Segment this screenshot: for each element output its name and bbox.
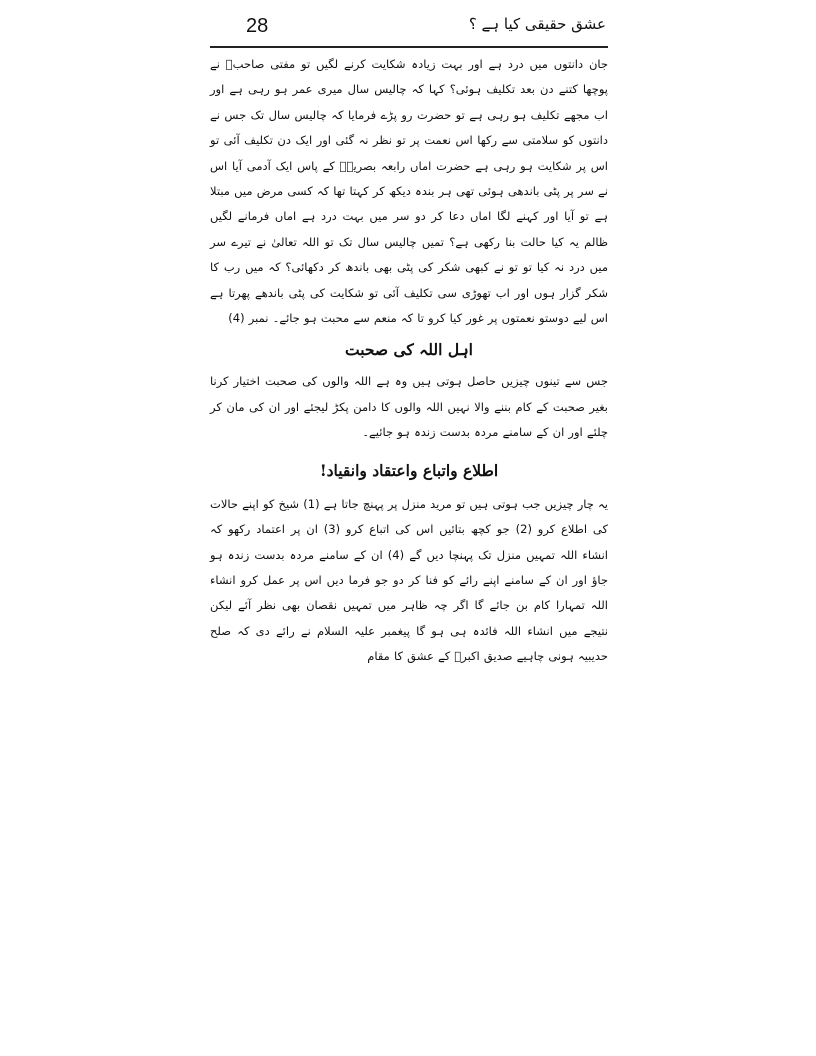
paragraph-four-things: یہ چار چیزیں جب ہوتی ہیں تو مرید منزل پر پہنچ جاتا ہے (1) شیخ کو اپنے حالات کی اطلاع کرو (2) جو کچھ بتائیں اس کی اتباع کرو (3) ان پر اعتماد رکھو کہ انشاء اللہ تمہیں منزل تک پہنچا دیں گے (4) ان کے سامنے مردہ بدست زندہ ہو جاؤ اور ان کے سامنے اپنے رائے کو فنا کر دو جو فرما دیں اس پر عمل کرو انشاء اللہ تمہارا کام بن جائے گا اگر چہ ظاہر میں تمہیں نقصان بھی نظر آئے لیکن نتیجے میں انشاء اللہ فائدہ ہی ہو گا پیغمبر علیہ السلام نے رائے دی کہ صلح حدیبیہ ہونی چاہیے صدیق اکبرؓ کے عشق کا مقام	[210, 496, 608, 664]
paragraph-gratitude: جان دانتوں میں درد ہے اور بہت زیادہ شکایت کرنے لگیں تو مفتی صاحبؒ نے پوچھا کتنے دن بعد تکلیف ہوئی؟ کہا کہ چالیس سال میری عمر ہو رہی ہے اور اب مجھے تکلیف ہو رہی ہے تو حضرت رو پڑے فرمایا کہ چالیس سال تک جس نے دانتوں کو سلامتی سے رکھا اس نعمت پر تو نظر نہ گئی اور ایک دن تکلیف آئی تو اس پر شکایت ہو رہی ہے حضرت اماں رابعہ بصریہؒ کے پاس ایک آدمی آیا اس نے سر پر پٹی باندھی ہوئی تھی ہر بندہ دیکھ کر کہتا تھا کہ کسی مرض میں مبتلا ہے تو آیا اور کہنے لگا اماں دعا کر دو سر میں بہت درد ہے اماں فرمانے لگیں ظالم یہ کیا حالت بنا رکھی ہے؟ تمیں چالیس سال تک تو اللہ تعالیٰ نے تیرے سر میں درد نہ کیا تو تو نے کبھی شکر کی پٹی بھی باندھ کر دکھائی؟ کہ میں رب کا شکر گزار ہوں اور اب تھوڑی سی تکلیف آئی تو شکایت کی پٹی باندھے پھرتا ہے اس لیے دوستو نعمتوں پر غور کیا کرو تا کہ منعم سے محبت ہو جائے۔ نمبر (4)	[210, 57, 608, 326]
section-heading-four-things: اطلاع واتباع واعتقاد وانقیاد!	[319, 460, 499, 480]
paragraph-companionship: جس سے تینوں چیزیں حاصل ہوتی ہیں وہ ہے اللہ والوں کی صحبت اختیار کرنا بغیر صحبت کے کام بننے والا نہیں اللہ والوں کا دامن پکڑ لیجئے اور ان کی مان کر چلئے اور ان کے سامنے مردہ بدست زندہ ہو جائیے۔	[210, 374, 608, 440]
book-page	[210, 0, 608, 720]
page-body	[210, 52, 608, 670]
header-rule	[210, 46, 608, 48]
running-title: عشق حقیقی کیا ہے ؟	[468, 15, 606, 33]
page-header	[210, 6, 608, 44]
page-number: 28	[246, 15, 269, 37]
section-heading-companionship: اہل اللہ کی صحبت	[345, 340, 473, 360]
